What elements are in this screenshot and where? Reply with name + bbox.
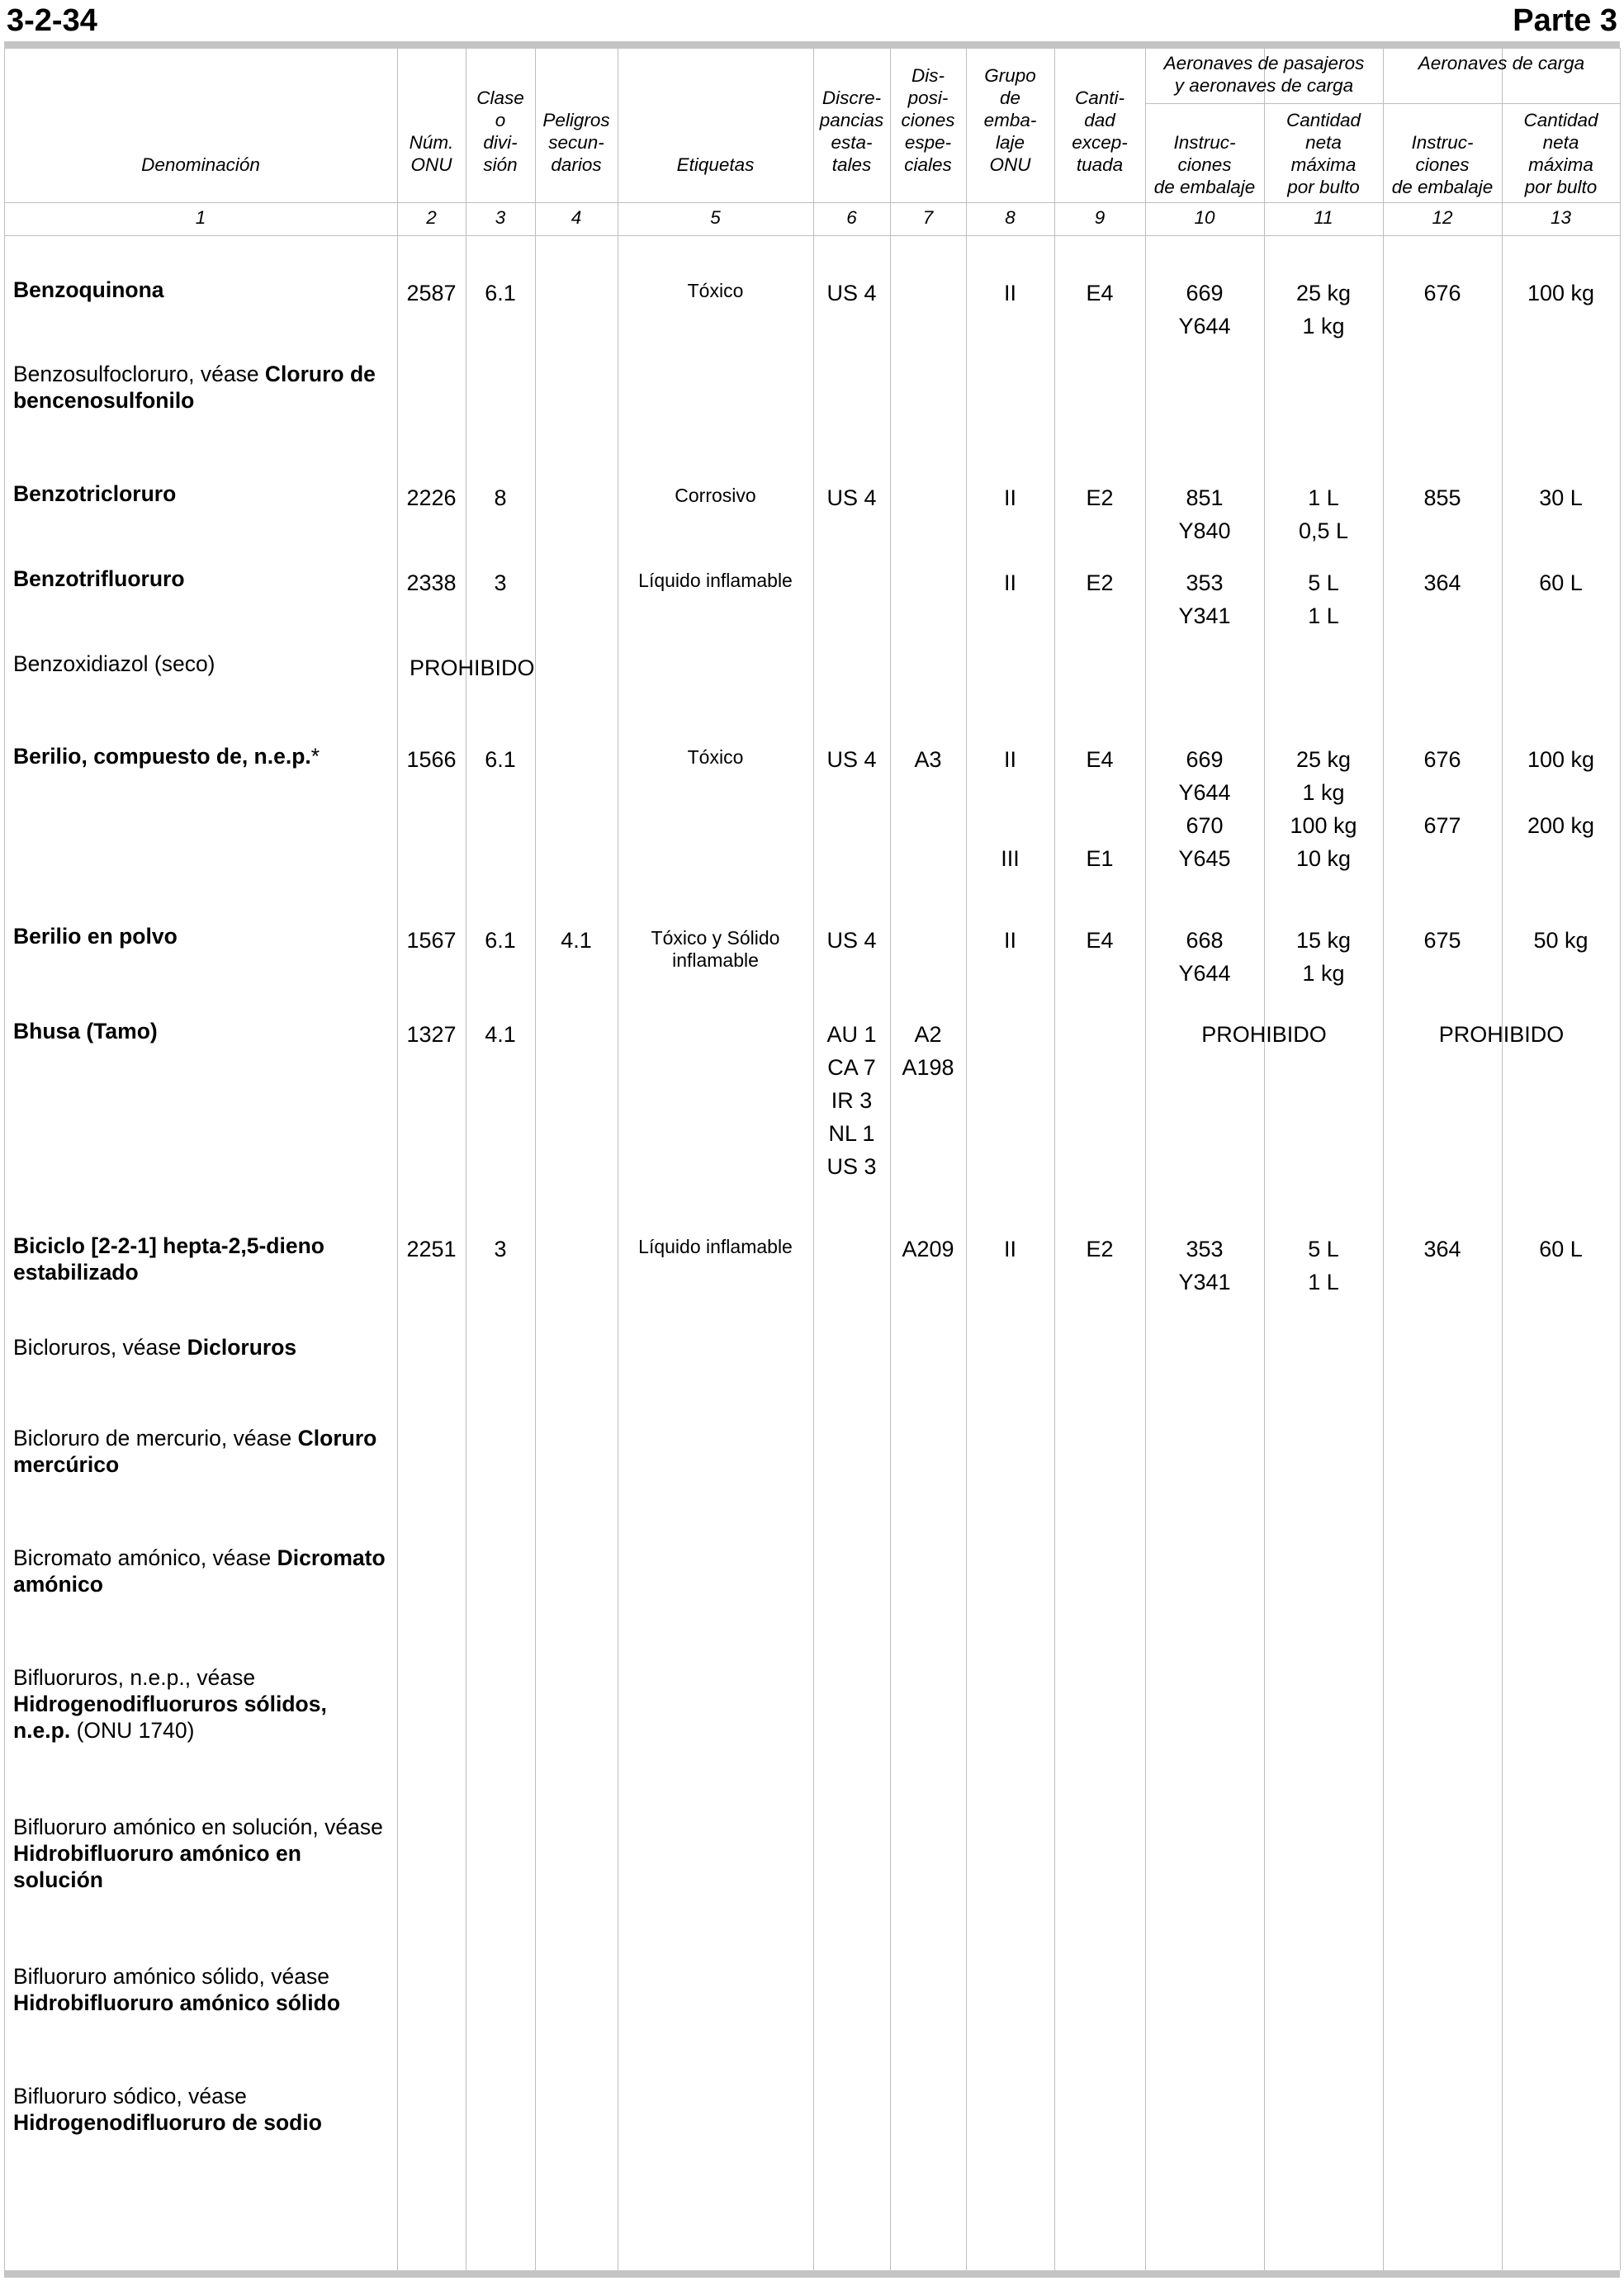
entry-name: Bifluoruro sódico, véase Hidrogenodifluoruro de sodio (13, 2084, 322, 2135)
cargo-packing-instruction: 676 677 (1423, 747, 1461, 838)
column-number-line (4, 235, 1620, 236)
grid-line (535, 48, 536, 2270)
cargo-packing-instruction: 855 (1423, 485, 1461, 510)
grid-line (1620, 48, 1621, 2270)
excepted-quantity: E2 (1086, 485, 1114, 510)
part-title: Parte 3 (1513, 3, 1617, 38)
cargo-forbidden-notice: PROHIBIDO (1438, 1022, 1565, 1047)
state-variations: US 4 (826, 747, 877, 772)
grid-line (1383, 48, 1384, 2270)
state-variations: AU 1 CA 7 IR 3 NL 1 US 3 (826, 1022, 877, 1179)
grid-line (4, 48, 5, 2270)
entry-name: Berilio, compuesto de, n.e.p.* (13, 744, 320, 769)
un-number: 1567 (406, 928, 457, 953)
cargo-max-quantity: 100 kg (1527, 281, 1595, 305)
grid-line (890, 48, 891, 2270)
state-variations: US 4 (826, 281, 877, 305)
passenger-forbidden-notice: PROHIBIDO (1201, 1022, 1327, 1047)
hazard-label: Líquido inflamable (638, 1236, 793, 1257)
passenger-max-quantity: 15 kg 1 kg (1295, 928, 1352, 986)
cargo-max-quantity: 60 L (1539, 1237, 1583, 1261)
entry-name: Benzotricloruro (13, 481, 177, 506)
header-cantidad-carga: Cantidad neta máxima por bulto (1523, 110, 1598, 197)
passenger-max-quantity: 25 kg 1 kg 100 kg 10 kg (1290, 747, 1357, 871)
un-number: 1566 (406, 747, 457, 772)
header-instrucciones-pasajeros: Instruc- ciones de embalaje (1153, 132, 1256, 197)
packing-group: II (1003, 570, 1016, 595)
special-provisions: A2 A198 (902, 1022, 954, 1080)
subsidiary-hazard: 4.1 (561, 928, 592, 953)
column-number: 4 (571, 207, 582, 228)
header-peligros: Peligros secun- darios (542, 110, 610, 175)
passenger-max-quantity: 25 kg 1 kg (1295, 281, 1352, 338)
special-provisions: A3 (914, 747, 942, 772)
cargo-packing-instruction: 675 (1423, 928, 1461, 953)
grid-line (397, 48, 398, 2270)
passenger-packing-instruction: 668 Y644 (1178, 928, 1231, 986)
passenger-packing-instruction: 669 Y644 (1178, 281, 1231, 338)
column-number: 9 (1094, 207, 1106, 228)
hazard-label: Corrosivo (675, 485, 756, 506)
entry-name: Bicloruro de mercurio, véase Cloruro mercúrico (13, 1426, 377, 1477)
entry-name: Bhusa (Tamo) (13, 1019, 158, 1043)
packing-group: II (1003, 485, 1016, 510)
un-number: 2226 (406, 485, 457, 510)
header-discrepancias: Discre- pancias esta- tales (819, 88, 884, 175)
column-number: 7 (922, 207, 934, 228)
header-carga-group: Aeronaves de carga (1418, 53, 1585, 73)
un-number: 2587 (406, 281, 457, 305)
header-instrucciones-carga: Instruc- ciones de embalaje (1391, 132, 1494, 197)
header-etiquetas: Etiquetas (676, 154, 755, 175)
header-grupo: Grupo de emba- laje ONU (983, 65, 1037, 175)
un-number: 2338 (406, 570, 457, 595)
packing-group: II (1003, 1237, 1016, 1261)
hazard-label: Tóxico (687, 746, 744, 768)
header-disposiciones: Dis- posi- ciones espe- ciales (901, 65, 955, 175)
excepted-quantity: E2 (1086, 570, 1114, 595)
column-number: 12 (1432, 207, 1453, 228)
grid-line (1264, 48, 1265, 2270)
packing-group: II III (1001, 747, 1020, 871)
column-number: 10 (1194, 207, 1215, 228)
entry-name: Benzoxidiazol (seco) (13, 651, 215, 676)
class-division: 4.1 (485, 1022, 516, 1047)
grid-line (1502, 48, 1503, 2270)
grid-line (966, 48, 967, 2270)
entry-name: Benzotrifluoruro (13, 566, 185, 591)
header-clase: Clase o divi- sión (476, 88, 524, 175)
state-variations: US 4 (826, 928, 877, 953)
class-division: 3 (494, 570, 507, 595)
un-number: 2251 (406, 1237, 457, 1261)
column-number: 5 (710, 207, 721, 228)
column-number: 6 (846, 207, 857, 228)
passenger-max-quantity: 5 L 1 L (1308, 570, 1339, 628)
excepted-quantity: E4 E1 (1086, 747, 1114, 871)
header-cantidad-exceptuada: Canti- dad excep- tuada (1072, 88, 1128, 175)
passenger-packing-instruction: 353 Y341 (1178, 1237, 1231, 1294)
entry-name: Bicloruros, véase Dicloruros (13, 1335, 297, 1360)
header-pasajeros-group: Aeronaves de pasajeros y aeronaves de carga (1163, 53, 1365, 96)
page-header (7, 0, 1617, 41)
class-division: 6.1 (485, 928, 516, 953)
column-number: 1 (195, 207, 206, 228)
column-number: 3 (495, 207, 506, 228)
grid-line (1145, 48, 1146, 2270)
entry-name: Bicromato amónico, véase Dicromato amónico (13, 1545, 386, 1597)
state-variations: US 4 (826, 485, 877, 510)
column-number: 8 (1005, 207, 1016, 228)
column-number: 2 (426, 207, 437, 228)
passenger-max-quantity: 5 L 1 L (1308, 1237, 1339, 1294)
column-number: 13 (1550, 207, 1572, 228)
entry-name: Benzosulfocloruro, véase Cloruro de bencenosulfonilo (13, 362, 376, 413)
passenger-packing-instruction: 851 Y840 (1178, 485, 1231, 543)
bottom-rule (4, 2270, 1620, 2278)
header-denominacion: Denominación (141, 154, 260, 175)
group-header-line (1145, 103, 1620, 104)
passenger-packing-instruction: 669 Y644 670 Y645 (1178, 747, 1231, 871)
hazard-label: Líquido inflamable (638, 570, 793, 591)
column-number: 11 (1314, 207, 1333, 228)
cargo-packing-instruction: 676 (1423, 281, 1461, 305)
entry-name: Bifluoruros, n.e.p., véase Hidrogenodifluoruros sólidos, n.e.p. (ONU 1740) (13, 1665, 327, 1743)
cargo-max-quantity: 30 L (1539, 485, 1583, 510)
hazard-label: Tóxico (687, 280, 744, 301)
passenger-max-quantity: 1 L 0,5 L (1298, 485, 1349, 543)
cargo-packing-instruction: 364 (1423, 1237, 1461, 1261)
class-division: 8 (494, 485, 507, 510)
entry-name: Bifluoruro amónico en solución, véase Hidrobifluoruro amónico en solución (13, 1815, 383, 1892)
hazard-label: Tóxico y Sólido inflamable (651, 927, 780, 971)
cargo-max-quantity: 100 kg 200 kg (1527, 747, 1595, 838)
excepted-quantity: E4 (1086, 281, 1114, 305)
class-division: 6.1 (485, 281, 516, 305)
cargo-max-quantity: 50 kg (1533, 928, 1588, 953)
cargo-max-quantity: 60 L (1539, 570, 1583, 595)
special-provisions: A209 (902, 1237, 954, 1261)
packing-group: II (1003, 281, 1016, 305)
excepted-quantity: E2 (1086, 1237, 1114, 1261)
entry-name: Berilio en polvo (13, 924, 178, 949)
forbidden-notice: PROHIBIDO (410, 655, 535, 680)
cargo-packing-instruction: 364 (1423, 570, 1461, 595)
section-number: 3-2-34 (7, 3, 97, 38)
entry-name: Benzoquinona (13, 277, 164, 302)
class-division: 6.1 (485, 747, 516, 772)
header-line (4, 202, 1620, 203)
entry-name: Biciclo [2-2-1] hepta-2,5-dieno estabilizado (13, 1233, 324, 1285)
header-cantidad-pasajeros: Cantidad neta máxima por bulto (1285, 110, 1361, 197)
header-num-onu: Núm. ONU (409, 132, 454, 175)
top-rule (4, 41, 1620, 49)
packing-group: II (1003, 928, 1016, 953)
excepted-quantity: E4 (1086, 928, 1114, 953)
passenger-packing-instruction: 353 Y341 (1178, 570, 1231, 628)
un-number: 1327 (406, 1022, 457, 1047)
entry-name: Bifluoruro amónico sólido, véase Hidrobifluoruro amónico sólido (13, 1964, 341, 2015)
class-division: 3 (494, 1237, 507, 1261)
grid-line (1054, 48, 1055, 2270)
